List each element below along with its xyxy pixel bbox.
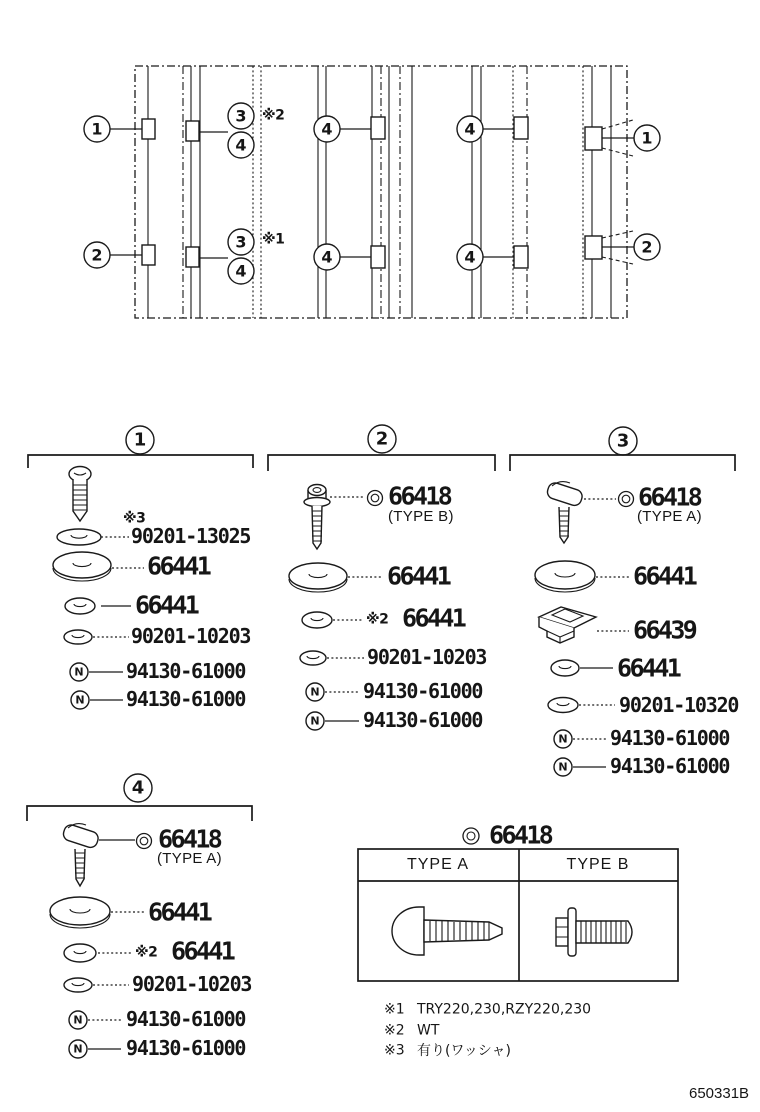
washer-icon	[57, 529, 101, 545]
part-number: 94130-61000	[126, 1007, 246, 1032]
part-number: 66439	[633, 615, 696, 645]
type-table	[358, 828, 678, 981]
document-number: 650331B	[689, 1084, 750, 1102]
washer-icon	[64, 630, 92, 644]
part-number: 66441	[147, 551, 210, 581]
part-number: 66418	[158, 824, 221, 854]
callout-1: 1	[91, 119, 103, 139]
part-number: 66441	[387, 561, 450, 591]
large-washer-icon	[50, 897, 110, 928]
group3-number: 3	[616, 430, 630, 452]
nut-symbol: N	[558, 732, 568, 746]
nut-symbol: N	[310, 685, 320, 699]
footnote-marker: ※1	[384, 1001, 405, 1018]
part-number: 90201-10203	[367, 645, 487, 670]
bullseye-icon	[463, 828, 479, 844]
part-number: 94130-61000	[610, 726, 730, 751]
footnote-text: TRY220,230,RZY220,230	[417, 1001, 592, 1018]
part-number: 66441	[135, 590, 198, 620]
tapping-screw-icon	[69, 467, 91, 522]
hex-flange-bolt-icon	[304, 485, 330, 550]
part-number: 94130-61000	[126, 659, 246, 684]
part-type: (TYPE A)	[637, 507, 702, 525]
part-note: ※3	[123, 510, 146, 527]
part-type: (TYPE A)	[157, 849, 222, 867]
t-head-bolt-icon	[62, 823, 100, 886]
bullseye-icon	[619, 492, 634, 507]
part-type: (TYPE B)	[388, 507, 454, 525]
part-number: 94130-61000	[363, 708, 483, 733]
part-number: 94130-61000	[126, 1036, 246, 1061]
type-b-screw-icon	[556, 908, 632, 956]
callout-2: 2	[641, 237, 653, 257]
part-number: 66441	[402, 603, 465, 633]
callout-4: 4	[321, 119, 333, 139]
washer-icon	[64, 944, 96, 962]
part-number: 94130-61000	[126, 687, 246, 712]
callout-3: 3	[235, 106, 247, 126]
part-number: 90201-10203	[131, 624, 251, 649]
part-number: 66441	[633, 561, 696, 591]
part-number: 90201-13025	[131, 524, 251, 549]
part-number: 66441	[148, 897, 211, 927]
part-number: 66418	[388, 481, 451, 511]
part-number: 90201-10203	[132, 972, 252, 997]
group2-number: 2	[375, 428, 389, 450]
nut-symbol: N	[74, 665, 84, 679]
type-a-screw-icon	[392, 907, 502, 955]
type-a-header: TYPE A	[406, 856, 470, 873]
callout-1: 1	[641, 128, 653, 148]
washer-icon	[302, 612, 332, 628]
part-note: ※2	[135, 944, 158, 961]
washer-icon	[300, 651, 326, 665]
footnote-marker: ※2	[384, 1022, 405, 1039]
large-washer-icon	[53, 552, 111, 581]
type-b-header: TYPE B	[566, 856, 630, 873]
callout-2: 2	[91, 245, 103, 265]
callout-4: 4	[464, 247, 476, 267]
part-number: 66441	[617, 653, 680, 683]
washer-icon	[551, 660, 579, 676]
part-number: 94130-61000	[610, 754, 730, 779]
nut-symbol: N	[73, 1042, 83, 1056]
washer-icon	[65, 598, 95, 614]
type-table-title: 66418	[489, 820, 552, 850]
nut-symbol: N	[558, 760, 568, 774]
callout-4: 4	[464, 119, 476, 139]
footnote-marker: ※3	[384, 1042, 405, 1059]
callout-4: 4	[321, 247, 333, 267]
callout-4: 4	[235, 261, 247, 281]
part-number: 90201-10320	[619, 693, 739, 718]
part-number: 94130-61000	[363, 679, 483, 704]
group4-number: 4	[131, 777, 145, 799]
part-number: 66418	[638, 482, 701, 512]
nut-symbol: N	[310, 714, 320, 728]
part-number: 66441	[171, 936, 234, 966]
bullseye-icon	[137, 834, 152, 849]
footnote-text: WT	[417, 1022, 440, 1039]
nut-symbol: N	[73, 1013, 83, 1027]
large-washer-icon	[289, 563, 347, 592]
footnote-text: 有り(ワッシャ)	[417, 1043, 511, 1060]
diagram-note-ref: ※1	[262, 231, 285, 248]
part-note: ※2	[366, 611, 389, 628]
t-head-bolt-icon	[546, 481, 584, 543]
washer-icon	[548, 698, 578, 713]
large-washer-icon	[535, 561, 595, 592]
washer-icon	[64, 978, 92, 992]
callout-3: 3	[235, 232, 247, 252]
bullseye-icon	[368, 491, 383, 506]
clip-icon	[539, 607, 596, 643]
nut-symbol: N	[75, 693, 85, 707]
callout-4: 4	[235, 135, 247, 155]
floor-plan-diagram	[84, 66, 660, 318]
diagram-note-ref: ※2	[262, 107, 285, 124]
group1-number: 1	[133, 429, 147, 451]
